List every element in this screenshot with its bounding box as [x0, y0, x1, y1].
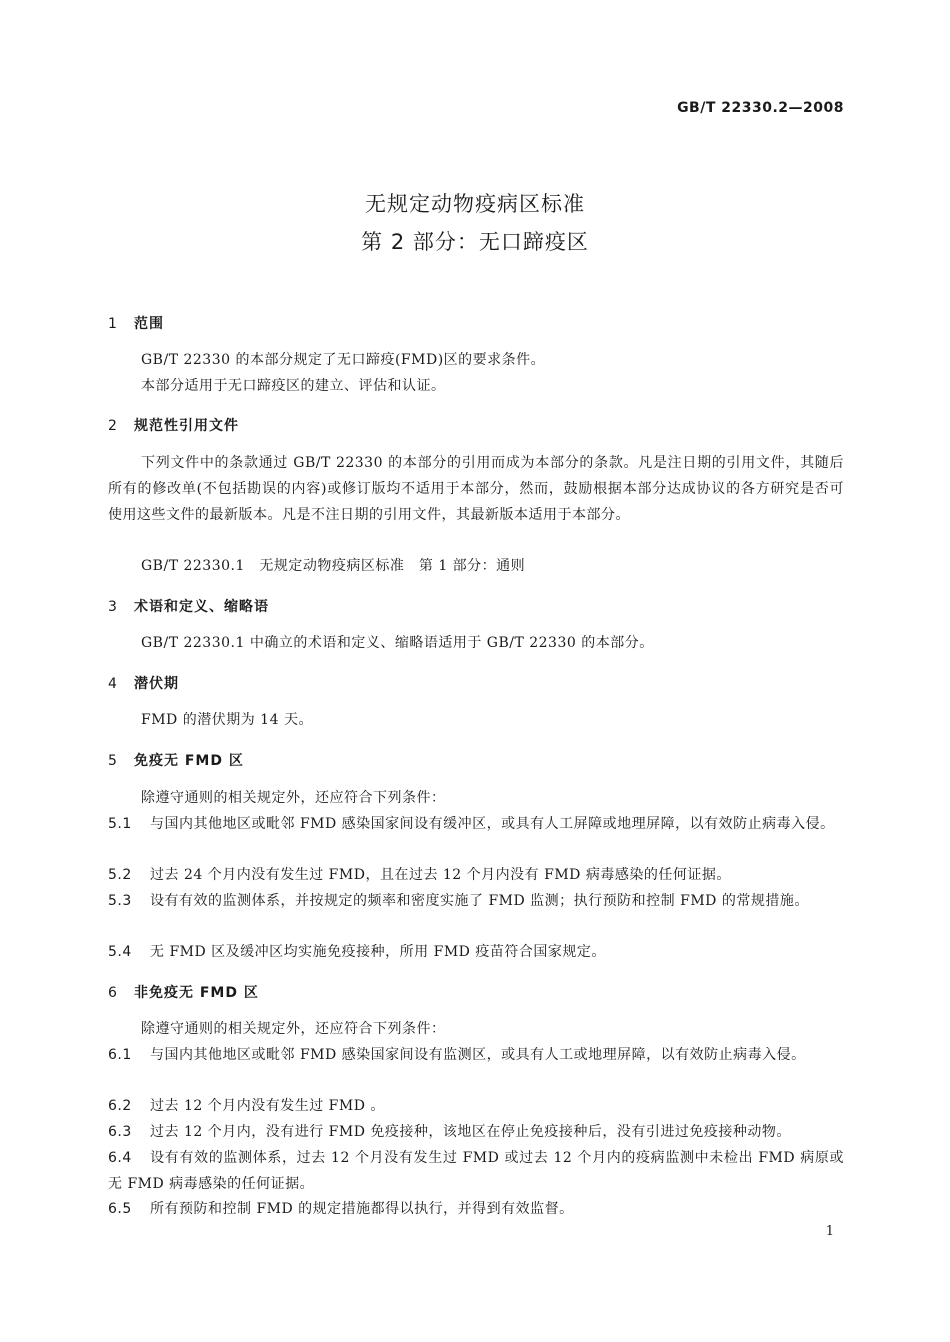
clause-number: 6.5: [108, 1201, 132, 1217]
clause-text: 所有预防和控制 FMD 的规定措施都得以执行，并得到有效监督。: [150, 1201, 574, 1217]
page-number: 1: [825, 1224, 834, 1239]
normative-reference: GB/T 22330.1 无规定动物疫病区标准 第 1 部分：通则: [141, 558, 526, 574]
section-6-intro: 除遵守通则的相关规定外，还应符合下列条件：: [141, 1021, 446, 1037]
section-1-paragraph: 本部分适用于无口蹄疫区的建立、评估和认证。: [141, 378, 446, 394]
section-2-heading: [108, 415, 239, 435]
clause-text: 无 FMD 区及缓冲区均实施免疫接种，所用 FMD 疫苗符合国家规定。: [150, 944, 606, 960]
section-title: 术语和定义、缩略语: [134, 599, 269, 615]
clause-item: [108, 939, 844, 965]
clause-text: 过去 24 个月内没有发生过 FMD，且在过去 12 个月内没有 FMD 病毒感染的任何证据。: [150, 867, 731, 883]
clause-item: [108, 1119, 844, 1145]
clause-number: 6.4: [108, 1150, 132, 1166]
clause-item: [108, 888, 844, 914]
clause-item: [108, 811, 844, 837]
section-3-paragraph: GB/T 22330.1 中确立的术语和定义、缩略语适用于 GB/T 22330 的本部分。: [141, 635, 654, 651]
document-title: 无规定动物疫病区标准: [365, 192, 585, 216]
document-subtitle: 第 2 部分：无口蹄疫区: [361, 230, 589, 254]
section-number: 4: [108, 676, 118, 692]
section-4-paragraph: FMD 的潜伏期为 14 天。: [141, 712, 313, 728]
section-title: 潜伏期: [134, 676, 179, 692]
clause-item: [108, 1042, 844, 1068]
clause-text: 过去 12 个月内没有发生过 FMD 。: [150, 1098, 385, 1114]
section-number: 2: [108, 418, 118, 434]
section-title: 免疫无 FMD 区: [134, 753, 244, 769]
section-3-heading: [108, 596, 269, 616]
clause-number: 5.3: [108, 893, 132, 909]
section-number: 3: [108, 599, 118, 615]
section-title: 非免疫无 FMD 区: [134, 985, 259, 1001]
section-5-intro: 除遵守通则的相关规定外，还应符合下列条件：: [141, 790, 446, 806]
clause-text: 过去 12 个月内，没有进行 FMD 免疫接种，该地区在停止免疫接种后，没有引进过免疫接种动物。: [150, 1124, 791, 1140]
section-number: 1: [108, 316, 118, 332]
section-6-heading: [108, 982, 259, 1002]
section-number: 5: [108, 753, 118, 769]
clause-text: 与国内其他地区或毗邻 FMD 感染国家间设有监测区，或具有人工或地理屏障，以有效防止病毒入侵。: [150, 1047, 806, 1063]
clause-item: [108, 1093, 844, 1119]
clause-text: 与国内其他地区或毗邻 FMD 感染国家间设有缓冲区，或具有人工屏障或地理屏障，以有效防止病毒入侵。: [150, 816, 835, 832]
section-5-heading: [108, 750, 244, 770]
section-1-paragraph: GB/T 22330 的本部分规定了无口蹄疫(FMD)区的要求条件。: [141, 352, 546, 368]
section-2-paragraph: 下列文件中的条款通过 GB/T 22330 的本部分的引用而成为本部分的条款。凡是注日期的引用文件，其随后所有的修改单(不包括勘误的内容)或修订版均不适用于本部分，然而，鼓励根据本部分达成协议的各方研究是否可使用这些文件的最新版本。凡是不注日期的引用文件，其最新版本适用于本部分。: [108, 455, 844, 523]
section-title: 规范性引用文件: [134, 418, 239, 434]
clause-number: 6.2: [108, 1098, 132, 1114]
section-4-heading: [108, 673, 179, 693]
clause-item: [108, 1196, 844, 1222]
clause-number: 6.1: [108, 1047, 132, 1063]
clause-number: 5.1: [108, 816, 132, 832]
clause-number: 5.4: [108, 944, 132, 960]
clause-item: [108, 862, 844, 888]
clause-text: 设有有效的监测体系，并按规定的频率和密度实施了 FMD 监测；执行预防和控制 FMD 的常规措施。: [150, 893, 809, 909]
section-title: 范围: [134, 316, 164, 332]
clause-text: 设有有效的监测体系，过去 12 个月没有发生过 FMD 或过去 12 个月内的疫病监测中未检出 FMD 病原或无 FMD 病毒感染的任何证据。: [108, 1150, 844, 1192]
clause-item: [108, 1145, 844, 1197]
standard-code: GB/T 22330.2—2008: [677, 100, 844, 116]
section-1-heading: [108, 313, 164, 333]
clause-number: 5.2: [108, 867, 132, 883]
clause-number: 6.3: [108, 1124, 132, 1140]
section-number: 6: [108, 985, 118, 1001]
